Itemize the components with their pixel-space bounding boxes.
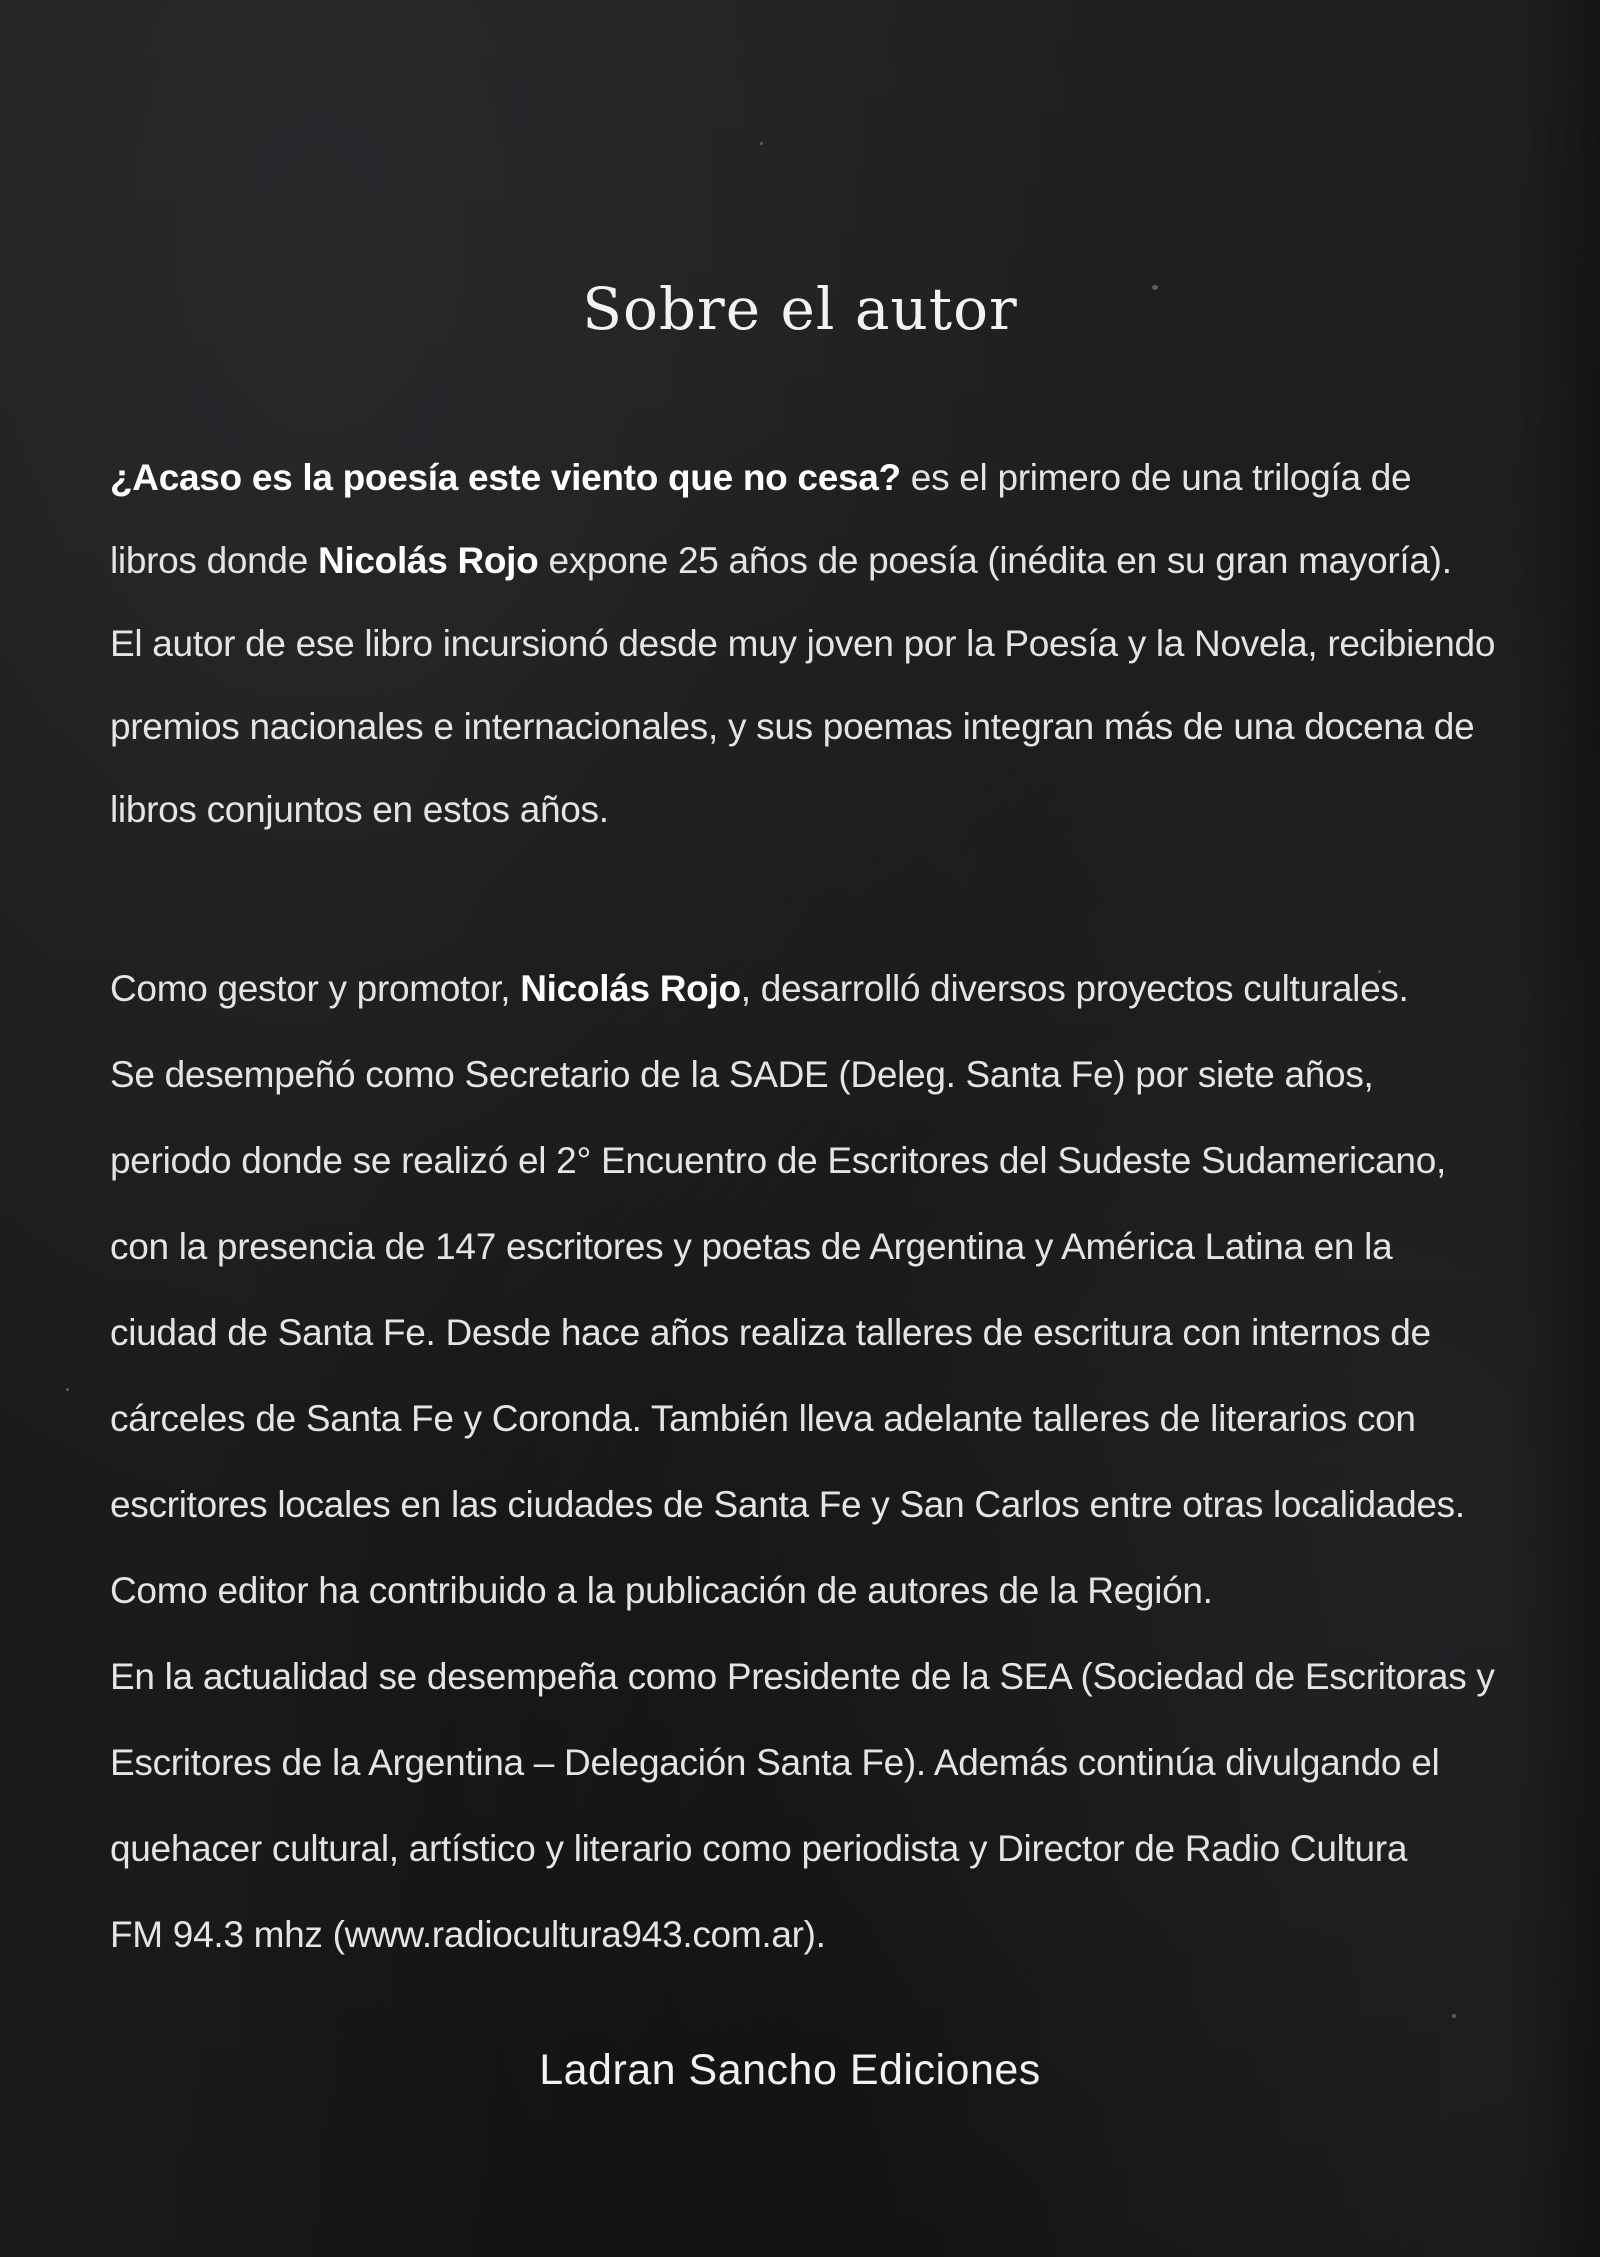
text-line: con la presencia de 147 escritores y poetas de Argentina y América Latina en la bbox=[110, 1226, 1393, 1267]
text-line: cárceles de Santa Fe y Coronda. También lleva adelante talleres de literarios con bbox=[110, 1398, 1416, 1439]
paper-speck bbox=[760, 142, 763, 145]
text-line bbox=[110, 519, 1510, 602]
text-line: periodo donde se realizó el 2° Encuentro de Escritores del Sudeste Sudamericano, bbox=[110, 1140, 1446, 1181]
intro-paragraph bbox=[110, 436, 1510, 851]
text-run: Como gestor y promotor, bbox=[110, 968, 521, 1009]
publisher-name: Ladran Sancho Ediciones bbox=[539, 2046, 1041, 2094]
text-line: premios nacionales e internacionales, y sus poemas integran más de una docena de bbox=[110, 706, 1475, 747]
text-line bbox=[110, 946, 1510, 1032]
author-name-highlight: Nicolás Rojo bbox=[520, 968, 741, 1009]
text-run: libros donde bbox=[110, 540, 318, 581]
text-line: ciudad de Santa Fe. Desde hace años realiza talleres de escritura con internos de bbox=[110, 1312, 1431, 1353]
section-title: Sobre el autor bbox=[582, 275, 1018, 343]
text-run: , desarrolló diversos proyectos culturales. bbox=[740, 968, 1409, 1009]
text-line: El autor de ese libro incursionó desde muy joven por la Poesía y la Novela, recibiendo bbox=[110, 623, 1496, 664]
text-line: escritores locales en las ciudades de Santa Fe y San Carlos entre otras localidades. bbox=[110, 1484, 1465, 1525]
paper-speck bbox=[1452, 2014, 1456, 2018]
text-line: FM 94.3 mhz (www.radiocultura943.com.ar). bbox=[110, 1914, 826, 1955]
text-line: Escritores de la Argentina – Delegación Santa Fe). Además continúa divulgando el bbox=[110, 1742, 1440, 1783]
text-line: Como editor ha contribuido a la publicación de autores de la Región. bbox=[110, 1570, 1213, 1611]
text-line bbox=[110, 436, 1510, 519]
text-line: En la actualidad se desempeña como Presidente de la SEA (Sociedad de Escritoras y bbox=[110, 1656, 1495, 1697]
author-name-highlight: Nicolás Rojo bbox=[317, 540, 539, 581]
book-title-highlight: ¿Acaso es la poesía este viento que no cesa? bbox=[110, 457, 901, 498]
text-line: quehacer cultural, artístico y literario como periodista y Director de Radio Cultura bbox=[110, 1828, 1408, 1869]
career-paragraph bbox=[110, 946, 1510, 1978]
text-run: expone 25 años de poesía (inédita en su gran mayoría). bbox=[538, 540, 1452, 581]
text-line: libros conjuntos en estos años. bbox=[110, 789, 609, 830]
paper-speck bbox=[66, 1388, 69, 1391]
text-run: es el primero de una trilogía de bbox=[900, 457, 1412, 498]
text-line: Se desempeñó como Secretario de la SADE (Deleg. Santa Fe) por siete años, bbox=[110, 1054, 1374, 1095]
